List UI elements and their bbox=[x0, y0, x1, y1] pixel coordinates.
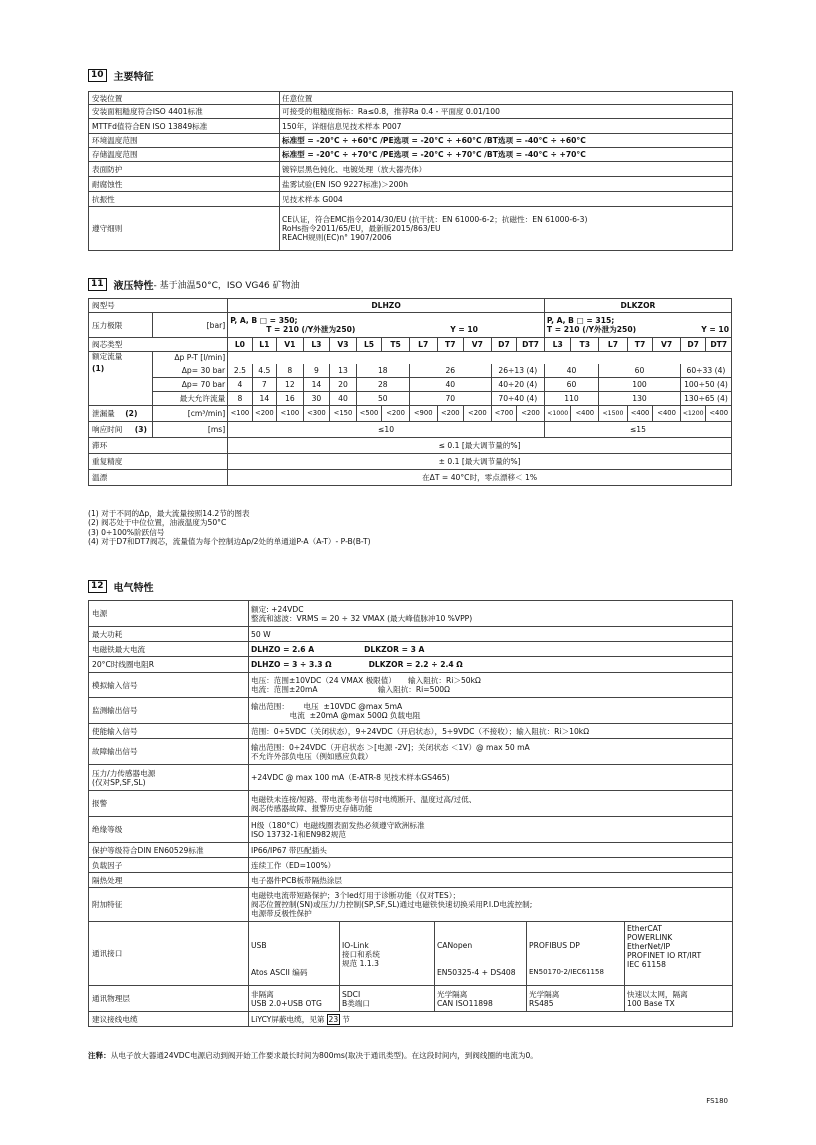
table-row: 重复精度 ± 0.1 [最大调节量的%] bbox=[89, 454, 732, 470]
table-row: 抗振性 见技术样本 G004 bbox=[89, 192, 733, 207]
table-row: 绝缘等级 H级（180°C）电磁线圈表面发热必须遵守欧洲标准 ISO 13732-1和EN982规范 bbox=[89, 817, 733, 843]
section-subtitle: - 基于油温50°C，ISO VG46 矿物油 bbox=[153, 281, 300, 291]
section-number: 12 bbox=[88, 580, 107, 593]
table-row: 通讯物理层 非隔离 USB 2.0+USB OTG SDCI B类端口 光学隔离 CAN ISO11898 光学隔离 RS485 快速以太网，隔离 100 Base TX bbox=[89, 986, 733, 1012]
table-row: 最大功耗 50 W bbox=[89, 627, 733, 642]
table-row: 通讯接口 USB Atos ASCII 编码 IO-Link 接口和系统 规范 1.1.3 CANopen EN50325-4 + DS408 PROFIBUS DP EN50170-2/IEC61158 EtherCAT POWERLINK EtherNet/IP PROFINET IO RT/IRT IEC 61158 bbox=[89, 922, 733, 986]
table-row: 保护等级符合DIN EN60529标准 IP66/IP67 带匹配插头 bbox=[89, 843, 733, 858]
table-row: 泄漏量 (2) [cm³/min] <100 <200 <100 <300 <150 <500 <200 <900 <200 <200 <700 <200 <1000 <400 <1500 <400 <400 <1200 <400 bbox=[89, 406, 732, 422]
table-row: 故障输出信号 输出范围：0÷24VDC（开启状态 ＞[电源 -2V]；关闭状态 ＜1V）@ max 50 mA 不允许外部负电压（例如感应负载） bbox=[89, 739, 733, 765]
section-10-title bbox=[88, 68, 154, 83]
hydraulic-table bbox=[88, 298, 732, 486]
table-row: 响应时间 (3) [ms] ≤10 ≤15 bbox=[89, 422, 732, 438]
table-row: 监测输出信号 输出范围： 电压 ±10VDC @max 5mA 电流 ±20mA @max 500Ω 负载电阻 bbox=[89, 698, 733, 724]
section-heading: 主要特征 bbox=[113, 72, 154, 83]
table-row: 压力/力传感器电源 (仅对SP,SF,SL) +24VDC @ max 100 mA（E-ATR-8 见技术样本GS465) bbox=[89, 765, 733, 791]
table-row: 隔热处理 电子器件PCB板带隔热涂层 bbox=[89, 873, 733, 888]
table-row: 阀型号 DLHZO DLKZOR bbox=[89, 299, 732, 313]
table-row: 最大允许流量 8 14 16 30 40 50 70 70÷40 (4) 110 130 130÷65 (4) bbox=[89, 392, 732, 406]
table-row: 安装位置 任意位置 bbox=[89, 92, 733, 105]
section-11-title bbox=[88, 277, 300, 292]
table-row: (1) Δp= 30 bar 2.5 4.5 8 9 13 18 26 26÷13 (4) 40 60 60÷33 (4) bbox=[89, 364, 732, 378]
table-row: 耐腐蚀性 盐雾试验(EN ISO 9227标准)＞200h bbox=[89, 177, 733, 192]
electrical-table bbox=[88, 600, 733, 1027]
table-row: 遵守细则 CE认证，符合EMC指令2014/30/EU (抗干扰：EN 61000-6-2；抗磁性：EN 61000-6-3) RoHs指令2011/65/EU，最新版2015/863/EU REACH规则(EC)n° 1907/2006 bbox=[89, 207, 733, 251]
table-row: 阀芯类型 L0 L1 V1 L3 V3 L5 T5 L7 T7 V7 D7 DT7 L3 T3 L7 T7 V7 D7 DT7 bbox=[89, 338, 732, 352]
section-12-title bbox=[88, 579, 154, 594]
table-row: Δp= 70 bar 4 7 12 14 20 28 40 40÷20 (4) 60 100 100÷50 (4) bbox=[89, 378, 732, 392]
table-row: 附加特征 电磁铁电流带短路保护；3个led灯用于诊断功能（仅对TES）； 阀芯位置控制(SN)或压力/力控制(SP,SF,SL)通过电磁铁快速切换采用P.I.D电流控制; 电源带反极性保护 bbox=[89, 888, 733, 922]
table-row: 温漂 在ΔT = 40°C时，零点漂移＜ 1% bbox=[89, 470, 732, 486]
main-features-table bbox=[88, 91, 733, 251]
table-row: 20°C时线圈电阻R DLHZO = 3 ÷ 3.3 Ω DLKZOR = 2.2 ÷ 2.4 Ω bbox=[89, 657, 733, 673]
table-row: 额定流量 Δp P-T [l/min] bbox=[89, 352, 732, 364]
table-row: 电源 额定: +24VDC 整流和滤波：VRMS = 20 ÷ 32 VMAX (最大峰值脉冲10 %VPP) bbox=[89, 601, 733, 627]
electrical-note: 注释：从电子放大器通24VDC电源启动到阀开始工作要求最长时间为800ms(取决于通讯类型)。在这段时间内，到阀线圈的电流为0。 bbox=[88, 1051, 538, 1060]
table-row: 使能输入信号 范围：0÷5VDC（关闭状态），9÷24VDC（开启状态），5÷9VDC（不接收）；输入阻抗：Ri＞10kΩ bbox=[89, 724, 733, 739]
table-row: 电磁铁最大电流 DLHZO = 2.6 A DLKZOR = 3 A bbox=[89, 642, 733, 657]
table-row: 压力极限 [bar] P, A, B □ = 350; T = 210 (/Y外泄为250) Y = 10 P, A, B □ = 315; T = 210 (/Y外泄为250) Y = 10 bbox=[89, 313, 732, 338]
section-heading: 液压特性 bbox=[113, 281, 154, 292]
table-row: 建议接线电缆 LiYCY屏蔽电缆，见第 23 节 bbox=[89, 1012, 733, 1027]
page-code: FS180 bbox=[706, 1097, 728, 1105]
section-number: 10 bbox=[88, 69, 107, 82]
table-row: MTTFd值符合EN ISO 13849标准 150年，详细信息见技术样本 P007 bbox=[89, 119, 733, 134]
table-row: 模拟输入信号 电压：范围±10VDC（24 VMAX 极限值） 输入阻抗：Ri＞50kΩ 电流：范围±20mA 输入阻抗：Ri=500Ω bbox=[89, 673, 733, 698]
hydraulic-notes: (1) 对于不同的Δp，最大流量按照14.2节的图表 (2) 阀芯处于中位位置，油液温度为50°C (3) 0÷100%阶跃信号 (4) 对于D7和DT7阀芯，流量值为每个控制边Δp/2处的单通道P-A（A-T）- P-B(B-T) bbox=[88, 509, 371, 547]
section-heading: 电气特性 bbox=[113, 583, 154, 594]
table-row: 报警 电磁铁未连接/短路、带电流参考信号时电缆断开、温度过高/过低、 阀芯传感器故障、报警历史存储功能 bbox=[89, 791, 733, 817]
table-row: 滞环 ≤ 0.1 [最大调节量的%] bbox=[89, 438, 732, 454]
section-ref-badge: 23 bbox=[328, 1014, 339, 1024]
table-row: 安装面粗糙度符合ISO 4401标准 可接受的粗糙度指标：Ra≤0.8，推荐Ra 0.4 - 平面度 0.01/100 bbox=[89, 105, 733, 119]
table-row: 存储温度范围 标准型 = -20°C ÷ +70°C /PE选项 = -20°C ÷ +70°C /BT选项 = -40°C ÷ +70°C bbox=[89, 148, 733, 162]
table-row: 负载因子 连续工作（ED=100%） bbox=[89, 858, 733, 873]
table-row: 环境温度范围 标准型 = -20°C ÷ +60°C /PE选项 = -20°C ÷ +60°C /BT选项 = -40°C ÷ +60°C bbox=[89, 134, 733, 148]
section-number: 11 bbox=[88, 278, 107, 291]
table-row: 表面防护 镀锌层黑色钝化、电镀处理（放大器壳体） bbox=[89, 162, 733, 177]
